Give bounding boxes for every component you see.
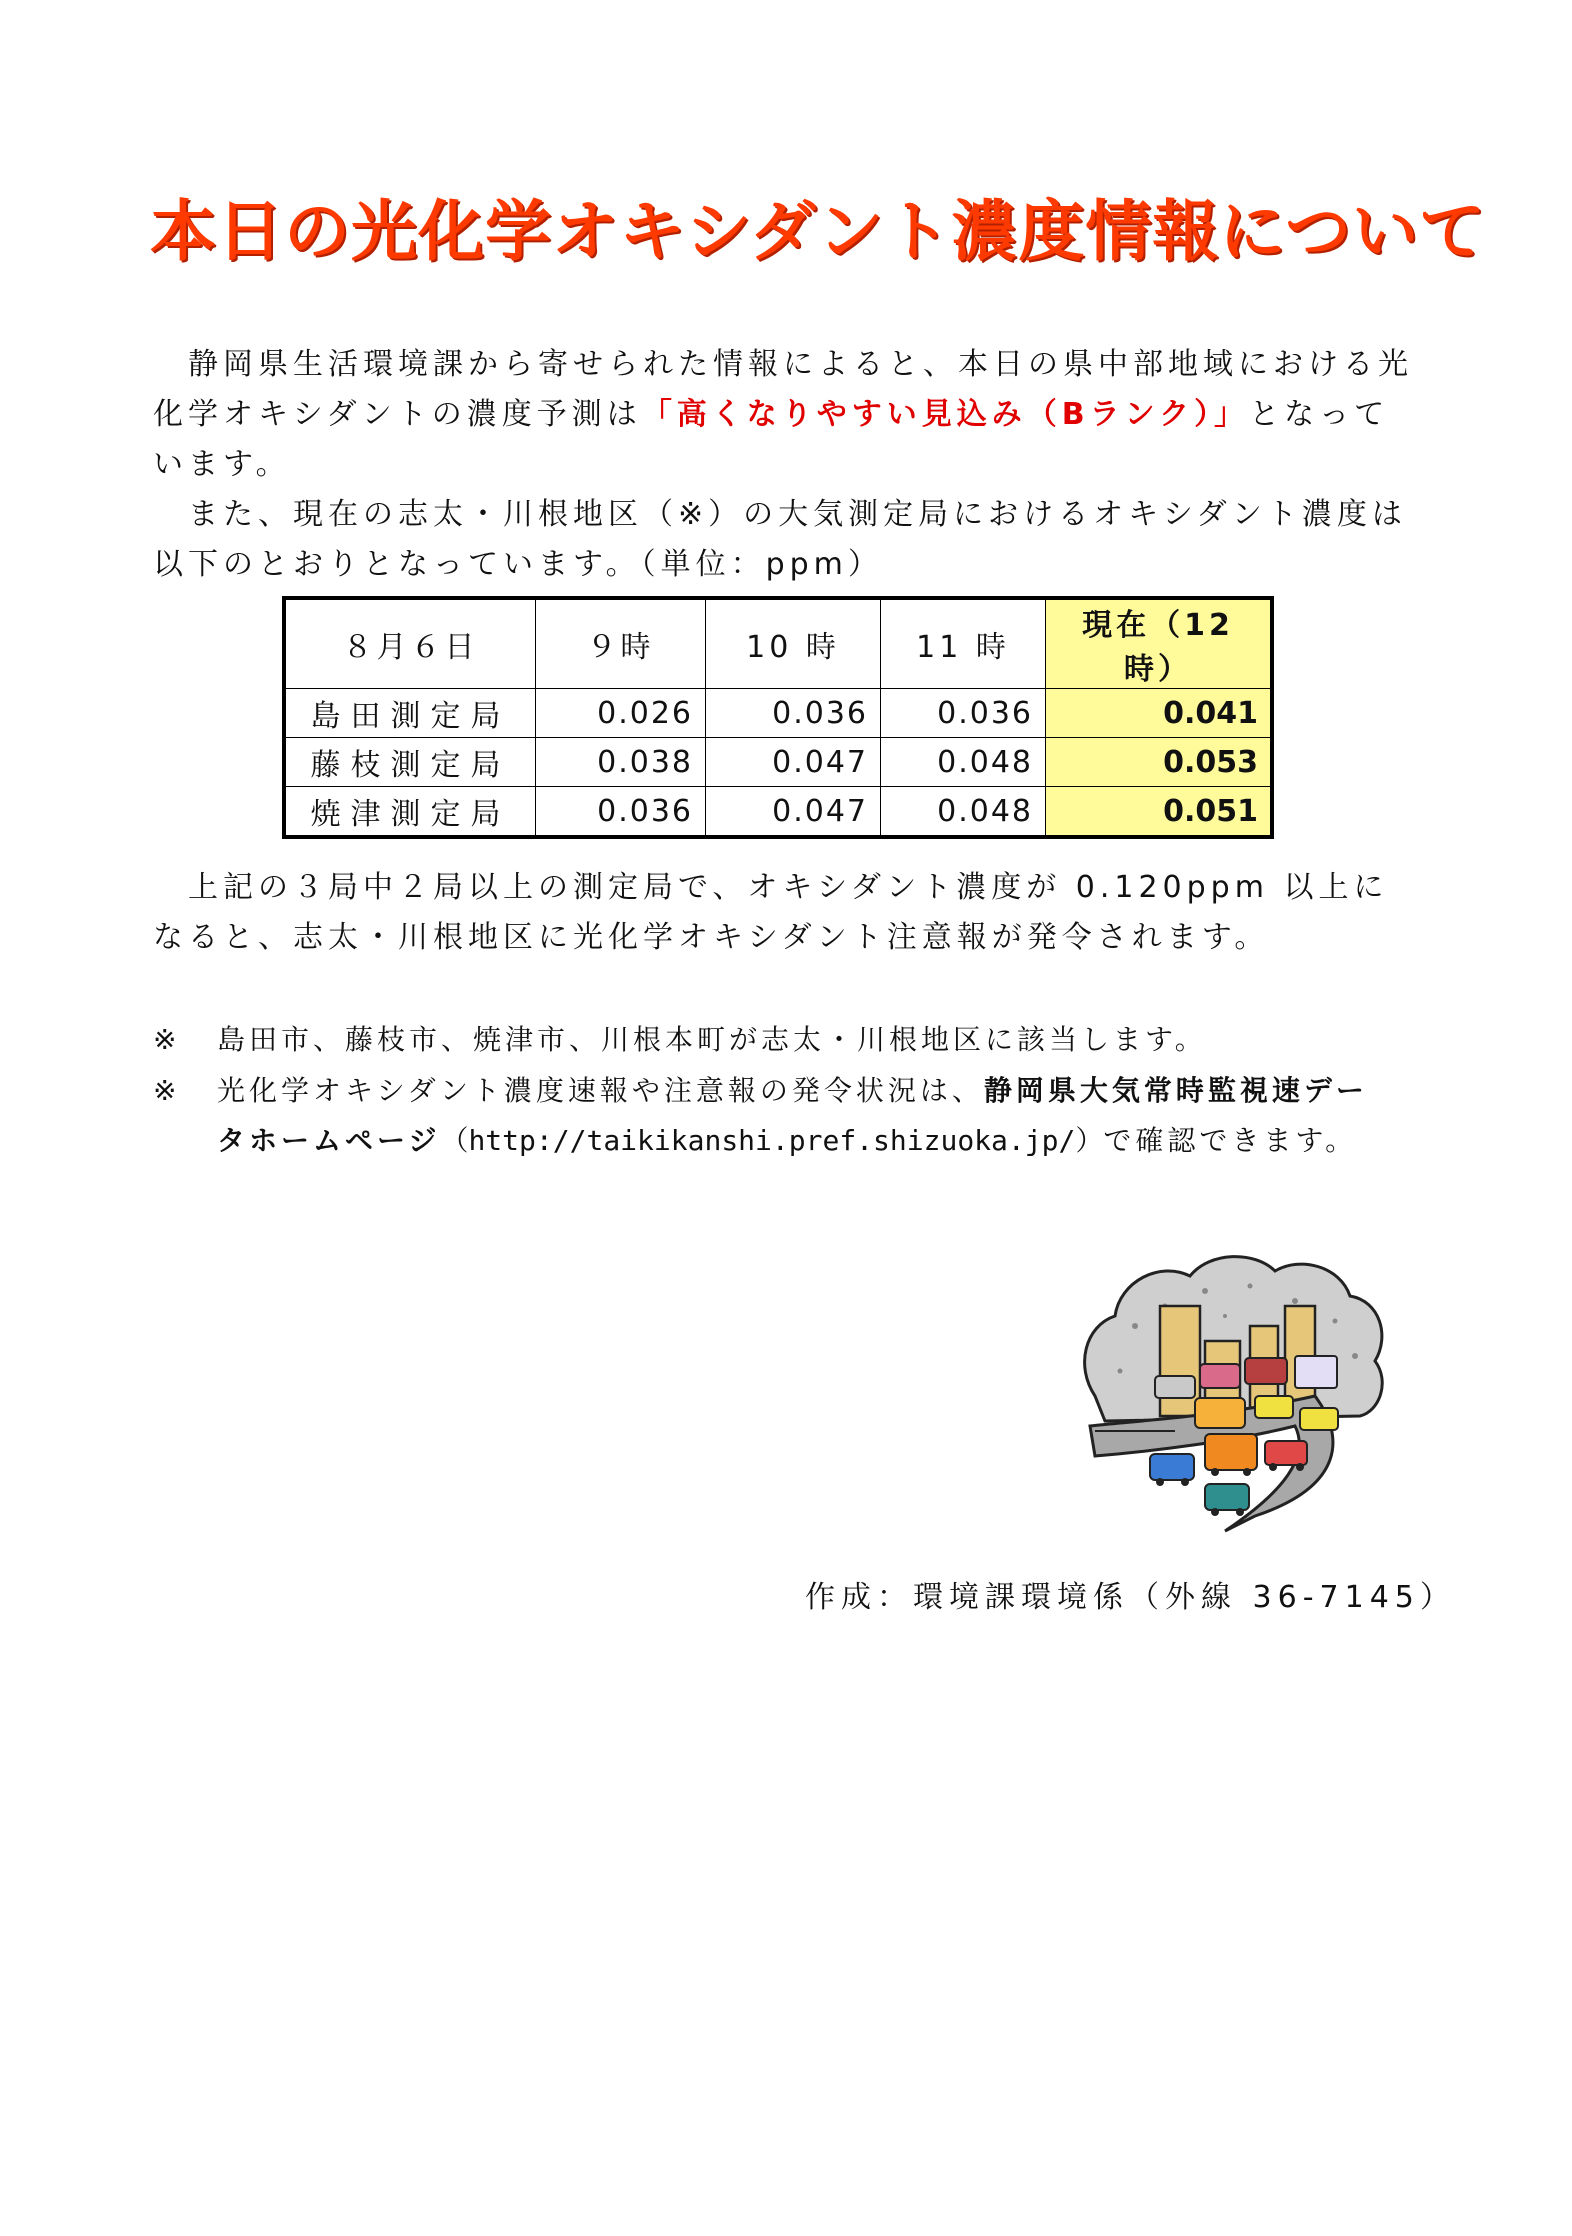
intro-text: 静岡県生活環境課から寄せられた情報によると、本日の県中部地域における光化学オキシダントの濃度予測は [153,347,1413,432]
table-cell: 0.048 [881,738,1046,787]
table-cell: 0.036 [881,689,1046,738]
page-title: 本日の光化学オキシダント濃度情報について [150,193,1487,270]
note-mark: ※ [153,1074,181,1107]
table-cell: 0.036 [536,787,706,838]
author-credit: 作成：環境課環境係（外線 36-7145） [805,1580,1456,1615]
note-website [153,1066,1423,1166]
table-cell: 0.047 [706,738,881,787]
intro-paragraph [153,340,1423,490]
table-row [284,738,1272,787]
station-name: 藤枝測定局 [284,738,536,787]
current-value: 0.053 [1046,738,1273,787]
current-value: 0.051 [1046,787,1273,838]
current-value: 0.041 [1046,689,1273,738]
header-9: ９時 [536,598,706,689]
note-website-text: 光化学オキシダント濃度速報や注意報の発令状況は、 [217,1074,984,1107]
station-name: 焼津測定局 [284,787,536,838]
oxidant-table [282,596,1274,839]
header-date: ８月６日 [284,598,536,689]
note-area-text: 島田市、藤枝市、焼津市、川根本町が志太・川根地区に該当します。 [217,1023,1207,1056]
smog-traffic-illustration [1075,1246,1390,1536]
website-url-link[interactable]: （http://taikikanshi.pref.shizuoka.jp/） [440,1124,1104,1157]
header-current: 現在（12 時） [1046,598,1273,689]
measurement-paragraph: また、現在の志太・川根地区（※）の大気測定局におけるオキシダント濃度は以下のとおりとなっています。（単位：ppm） [153,497,1407,582]
table-header-row [284,598,1272,689]
note-mark: ※ [153,1023,181,1056]
table-row [284,689,1272,738]
website-name: 静岡県大気常時監視速デー [983,1074,1368,1107]
table-cell: 0.048 [881,787,1046,838]
header-10: 10 時 [706,598,881,689]
note-website-end: で確認できます。 [1103,1124,1358,1157]
station-name: 島田測定局 [284,689,536,738]
table-cell: 0.036 [706,689,881,738]
note-area [153,1015,1423,1065]
table-cell: 0.026 [536,689,706,738]
table-row [284,787,1272,838]
note-website-line2 [153,1116,1423,1166]
alert-paragraph: 上記の３局中２局以上の測定局で、オキシダント濃度が 0.120ppm 以上になると、志太・川根地区に光化学オキシダント注意報が発令されます。 [153,870,1389,955]
website-name-cont: タホームページ [217,1124,441,1157]
table-cell: 0.038 [536,738,706,787]
header-11: 11 時 [881,598,1046,689]
forecast-highlight: 「高くなりやすい見込み（Bランク）」 [641,397,1250,432]
intro-text-end: となっています。 [153,397,1390,482]
table-cell: 0.047 [706,787,881,838]
